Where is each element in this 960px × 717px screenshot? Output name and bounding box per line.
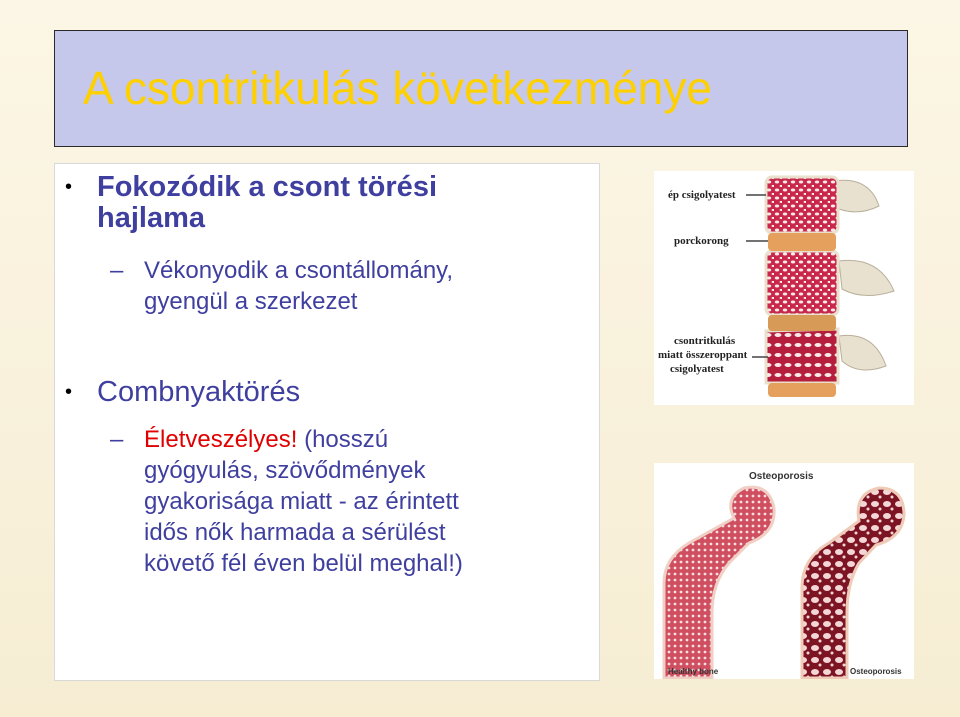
femur-graphic (654, 463, 914, 679)
bullet-dot-icon: • (65, 381, 73, 403)
label-collapsed-1: csontritkulás (674, 335, 736, 347)
label-collapsed-3: csigolyatest (670, 363, 724, 375)
sub-bullet-2-line-1-rest: (hosszú (297, 426, 389, 453)
label-disc: porckorong (674, 235, 729, 247)
bullet-dot-icon: • (65, 176, 73, 198)
sub-bullet-2-line-2: gyógyulás, szövődmények (144, 457, 426, 484)
label-healthy-vertebra: ép csigolyatest (668, 189, 736, 201)
bullet-2 (59, 377, 300, 408)
warning-highlight: Életveszélyes! (144, 426, 298, 453)
spine-illustration (654, 171, 914, 405)
femur-title: Osteoporosis (749, 471, 814, 482)
content-panel (54, 163, 600, 681)
dash-icon: – (110, 257, 124, 284)
sub-bullet-2-line-3: gyakorisága miatt - az érintett (144, 488, 459, 515)
sub-bullet-1 (110, 255, 453, 317)
caption-osteoporosis: Osteoporosis (850, 667, 902, 676)
dash-icon: – (110, 426, 124, 453)
title-banner (54, 30, 908, 147)
femur-illustration (654, 463, 914, 679)
sub-bullet-2-line-4: idős nők harmada a sérülést (144, 519, 446, 546)
slide-title: A csontritkulás következménye (83, 62, 712, 114)
bullet-1-line-2: hajlama (97, 202, 205, 234)
sub-bullet-2-line-5: követő fél éven belül meghal!) (144, 550, 463, 577)
label-collapsed-2: miatt összeroppant (658, 349, 748, 361)
bullet-2-line-1: Combnyaktörés (97, 376, 301, 408)
sub-bullet-1-line-2: gyengül a szerkezet (144, 288, 358, 315)
sub-bullet-1-line-1: Vékonyodik a csontállomány, (144, 257, 454, 284)
caption-healthy-bone: Healthy bone (668, 667, 719, 676)
bullet-1 (59, 172, 437, 234)
bullet-1-line-1: Fokozódik a csont törési (97, 171, 437, 203)
sub-bullet-2 (110, 424, 463, 579)
